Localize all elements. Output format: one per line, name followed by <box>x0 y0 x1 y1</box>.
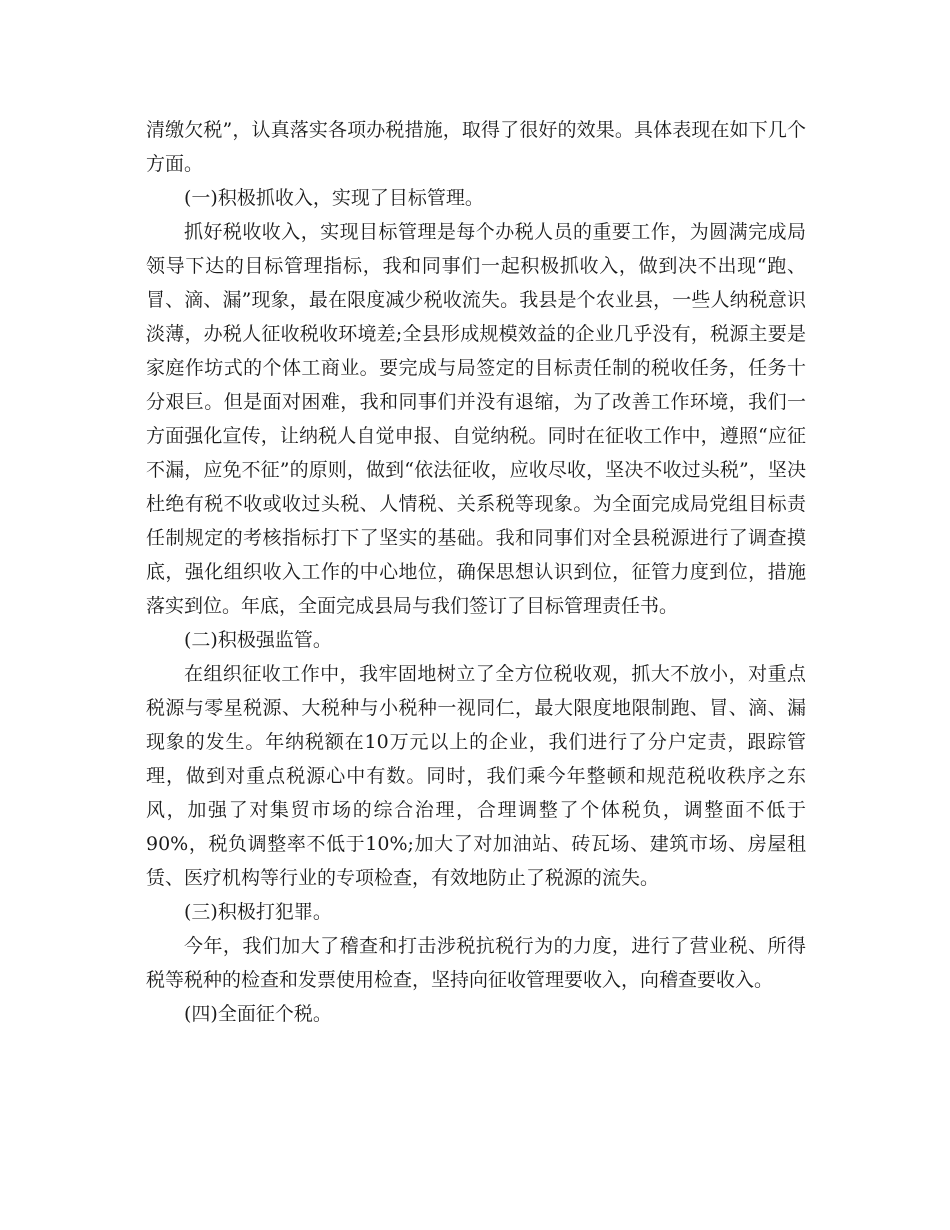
paragraph-income: 抓好税收收入，实现目标管理是每个办税人员的重要工作，为圆满完成局领导下达的目标管理指标，我和同事们一起积极抓收入，做到决不出现“跑、冒、滴、漏”现象，最在限度减少税收流失。我县是个农业县，一些人纳税意识淡薄，办税人征收税收环境差;全县形成规模效益的企业几乎没有，税源主要是家庭作坊式的个体工商业。要完成与局签定的目标责任制的税收任务，任务十分艰巨。但是面对困难，我和同事们并没有退缩，为了改善工作环境，我们一方面强化宣传，让纳税人自觉申报、自觉纳税。同时在征收工作中，遵照“应征不漏，应免不征”的原则，做到“依法征收，应收尽收，坚决不收过头税”，坚决杜绝有税不收或收过头税、人情税、关系税等现象。为全面完成局党组目标责任制规定的考核指标打下了坚实的基础。我和同事们对全县税源进行了调查摸底，强化组织收入工作的中心地位，确保思想认识到位，征管力度到位，措施落实到位。年底，全面完成县局与我们签订了目标管理责任书。 <box>146 221 806 617</box>
document-body <box>146 113 806 1031</box>
section-heading-1: (一)积极抓收入，实现了目标管理。 <box>184 187 484 209</box>
section-heading-2: (二)积极强监管。 <box>184 629 332 651</box>
paragraph-continuation: 清缴欠税”，认真落实各项办税措施，取得了很好的效果。具体表现在如下几个方面。 <box>146 119 806 175</box>
section-heading-4: (四)全面征个税。 <box>184 1003 332 1025</box>
paragraph-inspection: 今年，我们加大了稽查和打击涉税抗税行为的力度，进行了营业税、所得税等税种的检查和发票使用检查，坚持向征收管理要收入，向稽查要收入。 <box>146 935 806 991</box>
section-heading-3: (三)积极打犯罪。 <box>184 901 332 923</box>
paragraph-supervision: 在组织征收工作中，我牢固地树立了全方位税收观，抓大不放小，对重点税源与零星税源、大税种与小税种一视同仁，最大限度地限制跑、冒、滴、漏现象的发生。年纳税额在10万元以上的企业，我们进行了分户定责，跟踪管理，做到对重点税源心中有数。同时，我们乘今年整顿和规范税收秩序之东风，加强了对集贸市场的综合治理，合理调整了个体税负，调整面不低于90%，税负调整率不低于10%;加大了对加油站、砖瓦场、建筑市场、房屋租赁、医疗机构等行业的专项检查，有效地防止了税源的流失。 <box>146 663 806 889</box>
